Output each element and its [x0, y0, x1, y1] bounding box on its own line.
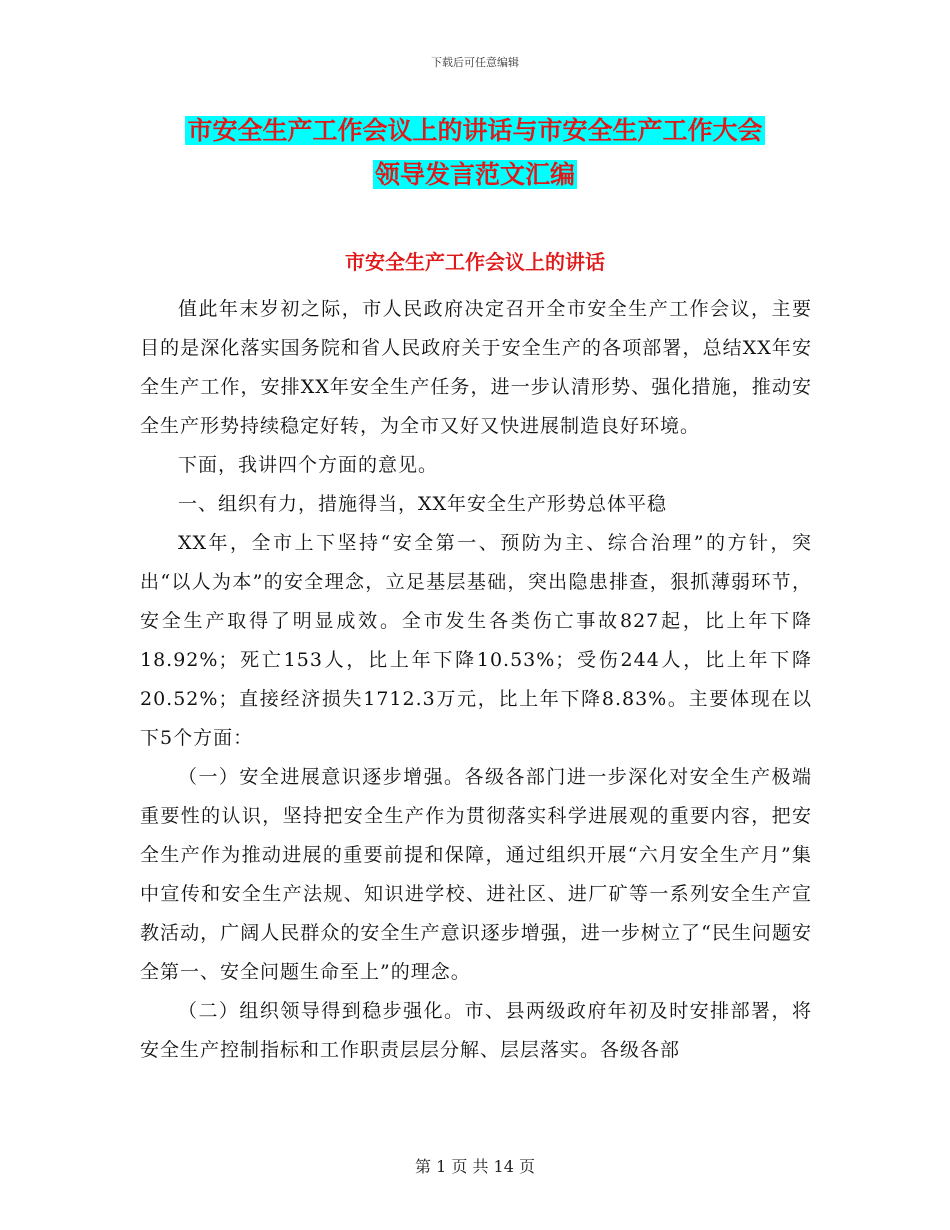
document-title-text-2: 领导发言范文汇编 [374, 160, 575, 189]
paragraph-point-one: （一）安全进展意识逐步增强。各级各部门进一步深化对安全生产极端重要性的认识，坚持把安全生产作为贯彻落实科学进展观的重要内容，把安全生产作为推动进展的重要前提和保障，通过组织开展“六月安全生产月”集中宣传和安全生产法规、知识进学校、进社区、进厂矿等一系列安全生产宣教活动，广阔人民群众的安全生产意识逐步增强，进一步树立了“民生问题安全第一、安全问题生命至上”的理念。 [140, 766, 812, 983]
document-title-line-1 [0, 112, 950, 150]
header-note: 下载后可任意编辑 [431, 56, 519, 69]
paragraph-statistics: XX年，全市上下坚持“安全第一、预防为主、综合治理”的方针，突出“以人为本”的安全理念，立足基层基础，突出隐患排查，狠抓薄弱环节，安全生产取得了明显成效。全市发生各类伤亡事故827起，比上年下降18.92%；死亡153人，比上年下降10.53%；受伤244人，比上年下降20.52%；直接经济损失1712.3万元，比上年下降8.83%。主要体现在以下5个方面： [140, 532, 812, 749]
body-text [140, 290, 812, 1070]
paragraph-heading-one: 一、组织有力，措施得当，XX年安全生产形势总体平稳 [178, 493, 668, 515]
paragraph-opinions: 下面，我讲四个方面的意见。 [178, 454, 439, 476]
document-title-line-2 [0, 156, 950, 194]
paragraph-point-two: （二）组织领导得到稳步强化。市、县两级政府年初及时安排部署，将安全生产控制指标和工作职责层层分解、层层落实。各级各部 [140, 1000, 812, 1061]
paragraph-intro: 值此年末岁初之际，市人民政府决定召开全市安全生产工作会议，主要目的是深化落实国务院和省人民政府关于安全生产的各项部署，总结XX年安全生产工作，安排XX年安全生产任务，进一步认清形势、强化措施，推动安全生产形势持续稳定好转，为全市又好又快进展制造良好环境。 [140, 298, 812, 437]
document-title-text-1: 市安全生产工作会议上的讲话与市安全生产工作大会 [187, 116, 763, 145]
section-title: 市安全生产工作会议上的讲话 [345, 250, 605, 274]
page-footer: 第 1 页 共 14 页 [415, 1157, 535, 1176]
